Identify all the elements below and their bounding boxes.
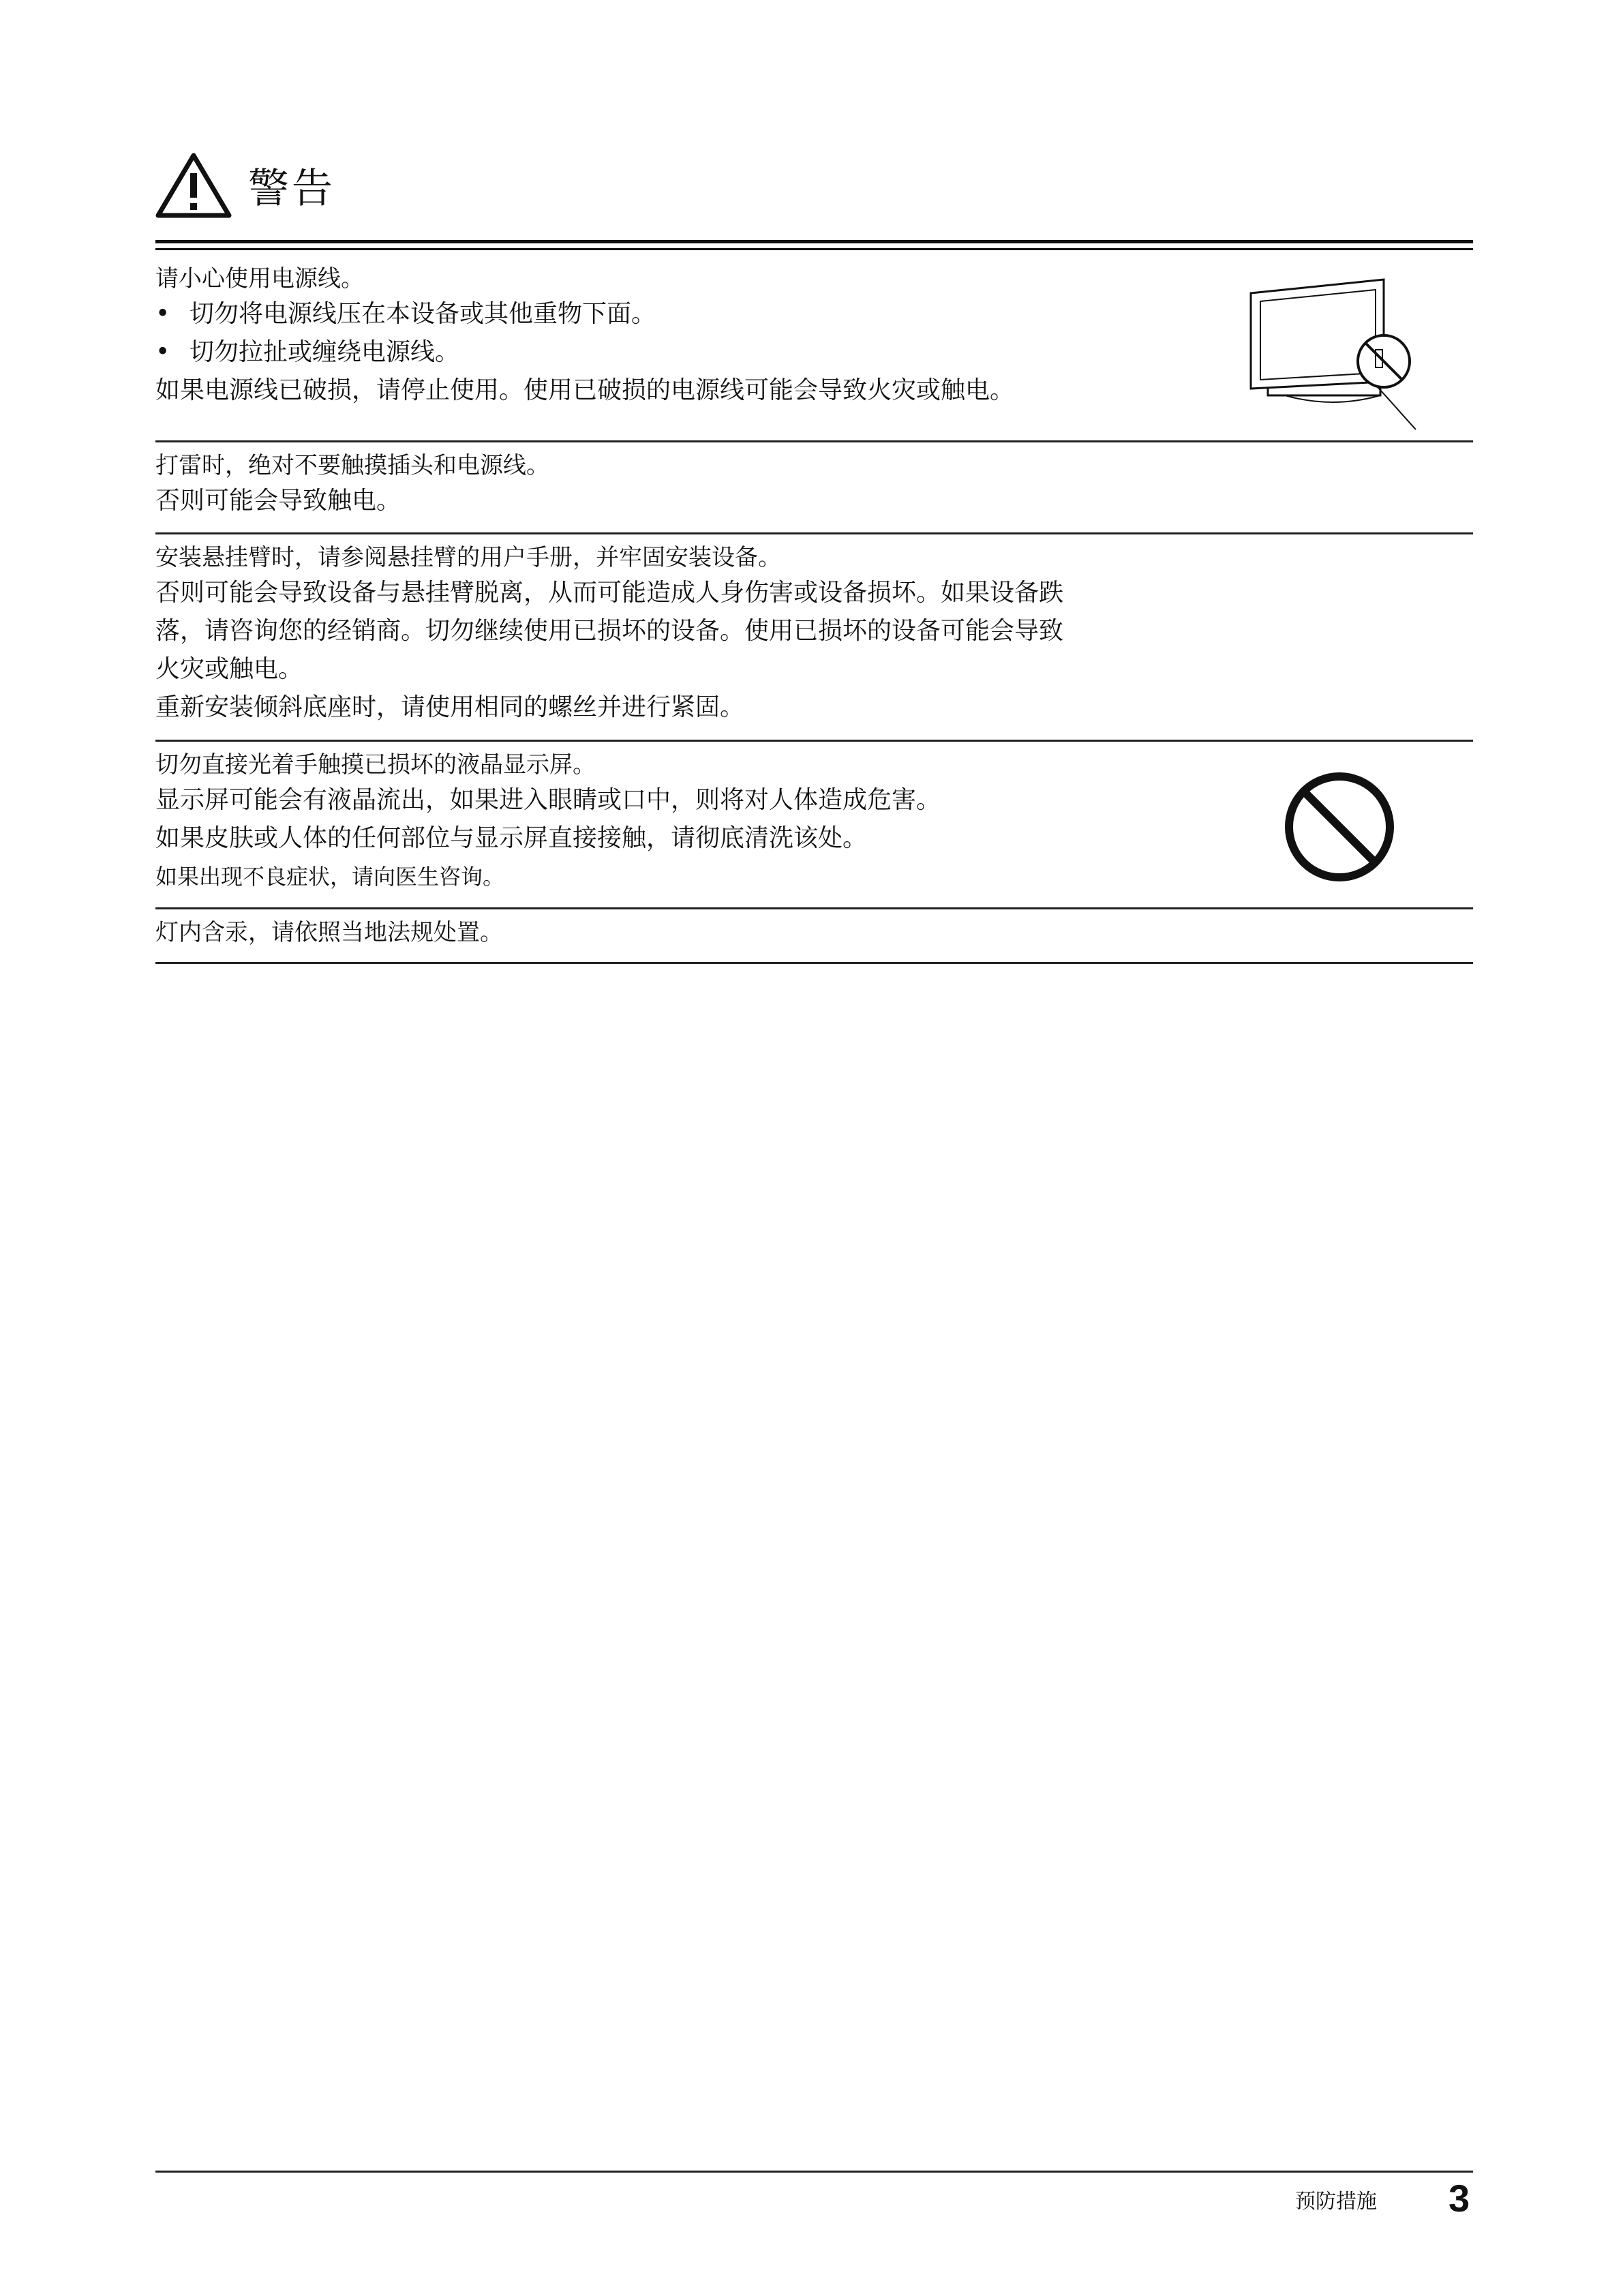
warning-section-lcd (155, 742, 1473, 909)
body-text: 如果皮肤或人体的任何部位与显示屏直接接触，请彻底清洗该处。 (155, 824, 868, 852)
body-text: 否则可能会导致触电。 (155, 487, 401, 515)
body-text: 重新安装倾斜底座时，请使用相同的螺丝并进行紧固。 (155, 693, 745, 721)
footer-label: 预防措施 (1295, 2190, 1377, 2214)
body-text: 如果电源线已破损，请停止使用。使用已破损的电源线可能会导致火灾或触电。 (155, 376, 1015, 404)
bullet-item: • 切勿将电源线压在本设备或其他重物下面。 (155, 300, 656, 328)
section-title: 灯内含汞，请依照当地法规处置。 (155, 919, 503, 946)
body-text: 如果出现不良症状，请向医生咨询。 (155, 864, 505, 890)
section-title: 切勿直接光着手触摸已损坏的液晶显示屏。 (155, 751, 596, 779)
footer-rule (155, 2171, 1473, 2173)
warning-section-thunder (155, 442, 1473, 534)
section-title: 打雷时，绝对不要触摸插头和电源线。 (155, 452, 549, 479)
warning-heading (155, 145, 335, 226)
warning-section-mercury (155, 909, 1473, 964)
prohibited-icon (1281, 769, 1397, 885)
warning-section-arm-mount (155, 534, 1473, 742)
section-title: 请小心使用电源线。 (155, 265, 364, 292)
section-title: 安装悬挂臂时，请参阅悬挂臂的用户手册，并牢固安装设备。 (155, 544, 781, 571)
heading-rule-thin (155, 248, 1473, 250)
body-text: 否则可能会导致设备与悬挂臂脱离，从而可能造成人身伤害或设备损坏。如果设备跌 (155, 579, 1064, 607)
body-text: 落，请咨询您的经销商。切勿继续使用已损坏的设备。使用已损坏的设备可能会导致 (155, 617, 1064, 645)
body-text: 显示屏可能会有液晶流出，如果进入眼睛或口中，则将对人体造成危害。 (155, 786, 941, 814)
bullet-item: • 切勿拉扯或缠绕电源线。 (155, 338, 460, 366)
page-number: 3 (1448, 2177, 1470, 2220)
warning-triangle-icon (155, 151, 232, 220)
monitor-cord-prohibited-icon (1237, 269, 1421, 433)
heading-title: 警告 (248, 165, 335, 213)
body-text: 火灾或触电。 (155, 655, 303, 683)
heading-rule-thick (155, 240, 1473, 243)
